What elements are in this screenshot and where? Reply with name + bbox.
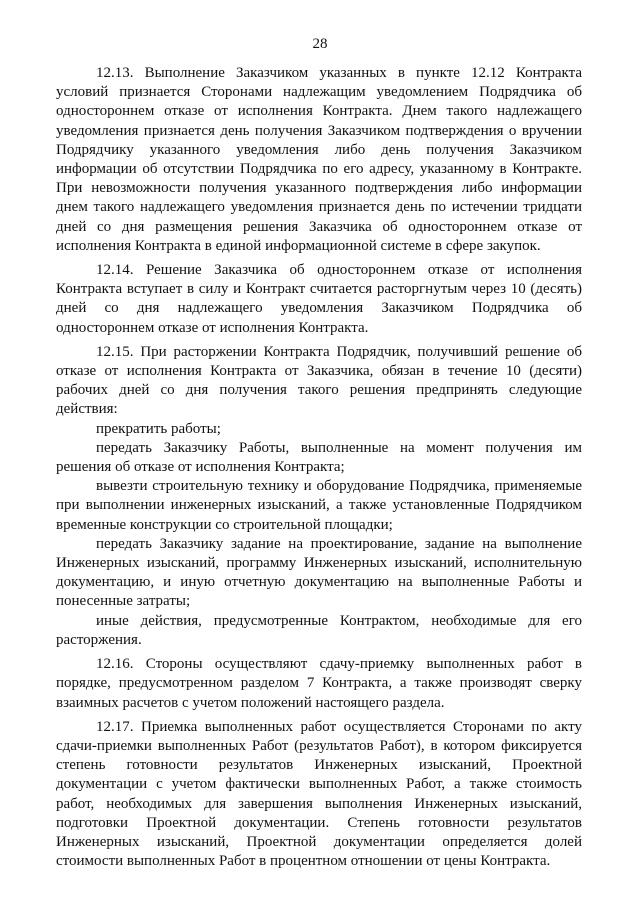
action-item: передать Заказчику задание на проектирование, задание на выполнение Инженерных изысканий, программу Инженерных изысканий, исполнительную документацию, и иную отчетную документацию на выполненные Работы и понесенные затраты; — [56, 535, 582, 610]
page-number: 28 — [312, 36, 328, 52]
paragraph-12-15: 12.15. При расторжении Контракта Подрядчик, получивший решение об отказе от исполнения Контракта от Заказчика, обязан в течение 10 (десяти) рабочих дней со дня получения такого решения предпринять следующие действия: — [56, 343, 582, 418]
action-item: прекратить работы; — [96, 420, 221, 437]
actions-list — [56, 420, 582, 650]
paragraph-12-17: 12.17. Приемка выполненных работ осуществляется Сторонами по акту сдачи-приемки выполненных Работ (результатов Работ), в котором фиксируется степень готовности результатов Инженерных изысканий, Проектной документации с учетом фактически выполненных Работ, а также стоимость работ, необходимых для завершения выполнения Инженерных изысканий, подготовки Проектной документации. Степень готовности результатов Инженерных изысканий, Проектной документации определяется долей стоимости выполненных Работ в процентном отношении от цены Контракта. — [56, 718, 582, 870]
document-body — [56, 64, 582, 876]
paragraph-12-13: 12.13. Выполнение Заказчиком указанных в пункте 12.12 Контракта условий признается Сторонами надлежащим уведомлением Подрядчика об одностороннем отказе от исполнения Контракта. Днем такого надлежащего уведомления признается день получения Заказчиком подтверждения о вручении Подрядчику указанного уведомления либо день получения Заказчиком информации об отсутствии Подрядчика по его адресу, указанному в Контракте. При невозможности получения указанного подтверждения либо информации днем такого надлежащего уведомления признается день по истечении тридцати дней со дня размещения решения Заказчика об одностороннем отказе от исполнения Контракта в единой информационной системе в сфере закупок. — [56, 65, 582, 254]
action-item: иные действия, предусмотренные Контрактом, необходимые для его расторжения. — [56, 612, 582, 648]
action-item: вывезти строительную технику и оборудование Подрядчика, применяемые при выполнении инженерных изысканий, а также установленные Подрядчиком временные конструкции со строительной площадки; — [56, 478, 582, 533]
paragraph-12-16: 12.16. Стороны осуществляют сдачу-приемку выполненных работ в порядке, предусмотренном разделом 7 Контракта, а также производят сверку взаимных расчетов с учетом положений настоящего раздела. — [56, 656, 582, 711]
paragraph-12-14: 12.14. Решение Заказчика об одностороннем отказе от исполнения Контракта вступает в силу и Контракт считается расторгнутым через 10 (десять) дней со дня надлежащего уведомления Заказчиком Подрядчика об одностороннем отказе от исполнения Контракта. — [56, 262, 582, 336]
action-item: передать Заказчику Работы, выполненные на момент получения им решения об отказе от исполнения Контракта; — [56, 439, 582, 476]
